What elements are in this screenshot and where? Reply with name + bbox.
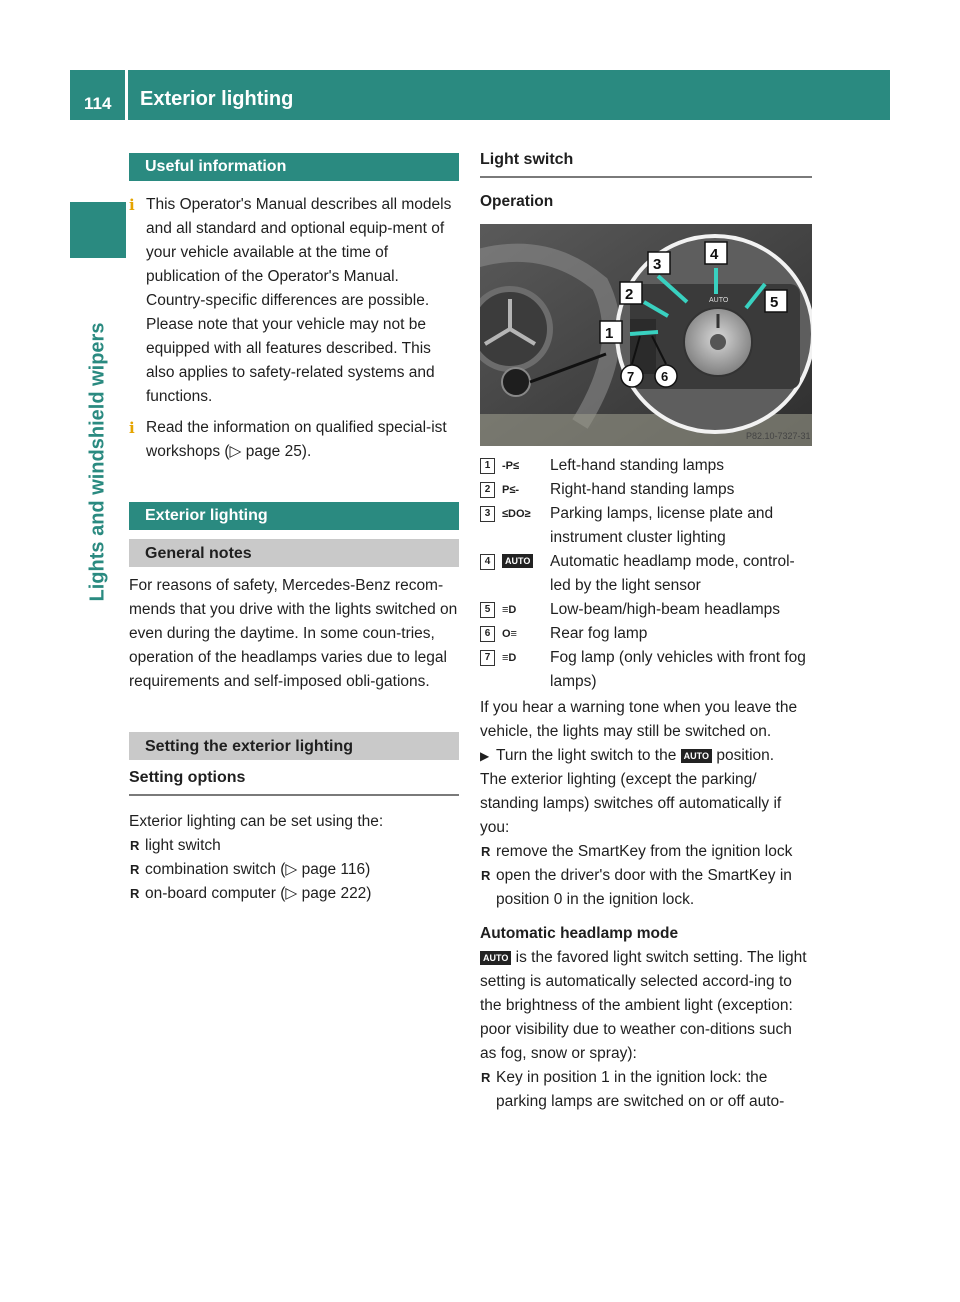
list-item: R light switch xyxy=(130,837,221,854)
auto-headlamp-icon: AUTO xyxy=(502,554,536,570)
auto-mode-title: Automatic headlamp mode xyxy=(480,925,679,942)
setting-heading: Setting the exterior lighting xyxy=(129,732,459,760)
photo-code: P82.10-7327-31 xyxy=(746,431,811,441)
legend-text: Right-hand standing lamps xyxy=(550,481,735,498)
operation-title: Operation xyxy=(480,193,554,210)
info-text: Read the information on qualified special-ist workshops (▷ page 25). xyxy=(146,419,447,460)
info-icon: i xyxy=(129,196,135,214)
photo-callout: 3 xyxy=(653,256,662,273)
setting-options-title: Setting options xyxy=(129,766,459,796)
standing-lamp-left-icon: -P≤ xyxy=(502,460,520,472)
header-separator xyxy=(125,70,128,120)
chapter-tab xyxy=(70,202,126,258)
legend-item xyxy=(480,478,812,502)
legend-number: 2 xyxy=(480,482,495,498)
legend-item xyxy=(480,646,812,694)
legend-item xyxy=(480,502,812,550)
photo-callout: 6 xyxy=(661,369,669,384)
list-item: R Key in position 1 in the ignition lock: the parking lamps are switched on or off auto- xyxy=(481,1069,785,1110)
info-text: This Operator's Manual describes all models and all standard and optional equip-ment of your vehicle available at the time of publication of the Operator's Manual. Country-specific differences are possible. Please note that your vehicle may not be equipped with all features described. This also applies to safety-related systems and functions. xyxy=(146,196,452,405)
list-item: R combination switch (▷ page 116) xyxy=(130,861,371,878)
low-beam-icon: ≡D xyxy=(502,604,517,616)
legend-text: Rear fog lamp xyxy=(550,625,648,642)
info-note xyxy=(129,193,459,409)
photo-callout: 7 xyxy=(627,369,635,384)
list-item: R on-board computer (▷ page 222) xyxy=(130,885,372,902)
off-text: The exterior lighting (except the parking/ standing lamps) switches off automatically if you: xyxy=(480,771,782,836)
legend-number: 3 xyxy=(480,506,495,522)
photo-callout: 4 xyxy=(710,246,719,263)
photo-callout: 1 xyxy=(605,325,614,342)
legend-number: 7 xyxy=(480,650,495,666)
list-item: R open the driver's door with the SmartKey in position 0 in the ignition lock. xyxy=(481,867,792,908)
list-item: R remove the SmartKey from the ignition lock xyxy=(481,843,793,860)
legend-item xyxy=(480,550,812,598)
general-notes-text: For reasons of safety, Mercedes-Benz recom-mends that you drive with the lights switched on even during the daytime. In some coun-tries, operation of the headlamps varies due to legal requirements and self-imposed obli-gations. xyxy=(129,577,458,690)
standing-lamp-right-icon: P≤- xyxy=(502,484,520,496)
exterior-lighting-heading: Exterior lighting xyxy=(129,502,459,530)
light-switch-photo xyxy=(480,224,812,446)
auto-mode-text: AUTO is the favored light switch setting. The light setting is automatically selected accord-ing to the brightness of the ambient light (exception: poor visibility due to weather con-ditions such as fog, snow or spray): xyxy=(480,949,807,1062)
parking-lamp-icon: ≤DO≥ xyxy=(502,508,531,520)
legend-item xyxy=(480,598,812,622)
right-column xyxy=(480,148,812,1114)
photo-callout: 2 xyxy=(625,286,634,303)
light-switch-title: Light switch xyxy=(480,148,812,178)
legend-item xyxy=(480,622,812,646)
useful-info-heading: Useful information xyxy=(129,153,459,181)
rear-fog-lamp-icon: O≡ xyxy=(502,628,517,640)
legend-number: 5 xyxy=(480,602,495,618)
legend-number: 4 xyxy=(480,554,495,570)
auto-icon: AUTO xyxy=(480,951,511,965)
legend-number: 6 xyxy=(480,626,495,642)
front-fog-lamp-icon: ≡D xyxy=(502,652,517,664)
page-title: Exterior lighting xyxy=(140,88,294,110)
legend-text: Automatic headlamp mode, control-led by the light sensor xyxy=(550,553,795,594)
legend-text: Parking lamps, license plate and instrument cluster lighting xyxy=(550,505,774,546)
left-column xyxy=(129,153,459,906)
general-notes-heading: General notes xyxy=(129,539,459,567)
auto-icon: AUTO xyxy=(681,749,712,763)
legend-text: Fog lamp (only vehicles with front fog lamps) xyxy=(550,649,806,690)
warning-text: If you hear a warning tone when you leave the vehicle, the lights may still be switched on. xyxy=(480,699,798,740)
setting-intro: Exterior lighting can be set using the: xyxy=(129,813,384,830)
switch-auto-label: AUTO xyxy=(709,297,729,304)
instruction-step: ▶ Turn the light switch to the AUTO position. xyxy=(480,744,812,768)
legend-text: Low-beam/high-beam headlamps xyxy=(550,601,781,618)
info-note xyxy=(129,416,459,464)
legend-text: Left-hand standing lamps xyxy=(550,457,725,474)
legend-number: 1 xyxy=(480,458,495,474)
arrow-right-icon: ▶ xyxy=(480,749,490,763)
info-icon: i xyxy=(129,419,135,437)
light-switch-illustration xyxy=(480,224,812,446)
page-number: 114 xyxy=(84,94,112,113)
legend-item xyxy=(480,454,812,478)
photo-callout: 5 xyxy=(770,294,779,311)
